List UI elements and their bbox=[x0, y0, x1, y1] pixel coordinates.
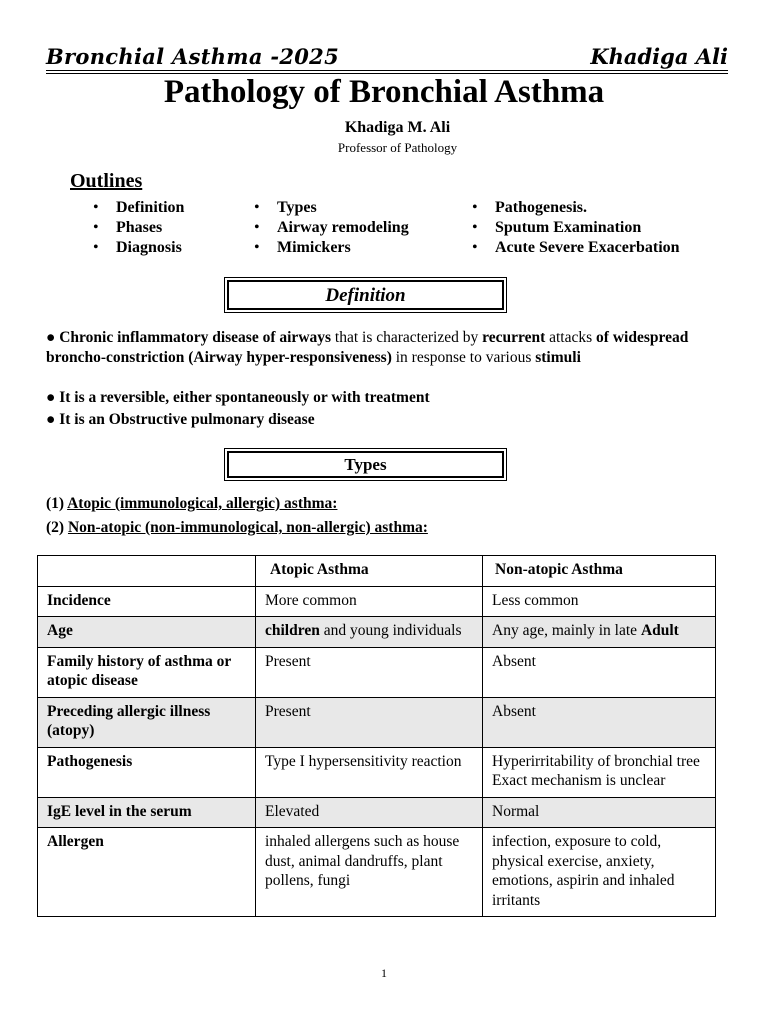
type-label: Atopic (immunological, allergic) asthma: bbox=[67, 495, 338, 512]
header-course: Bronchial Asthma -2025 bbox=[46, 44, 340, 69]
table-row-age bbox=[38, 617, 716, 648]
definition-paragraph bbox=[46, 328, 726, 368]
type-number: (2) bbox=[46, 519, 68, 536]
definition-text-bold: stimuli bbox=[535, 349, 581, 366]
cell-non-atopic bbox=[483, 617, 716, 648]
cell-non-atopic bbox=[483, 747, 716, 797]
cell-non-atopic: infection, exposure to cold, physical exercise, anxiety, emotions, aspirin and inhaled irritants bbox=[483, 828, 716, 917]
outline-item: • Types bbox=[254, 199, 409, 219]
definition-text: in response to various bbox=[391, 349, 536, 366]
table-header-cell: Atopic Asthma bbox=[256, 556, 483, 587]
page-title: Pathology of Bronchial Asthma bbox=[163, 74, 605, 110]
type-number: (1) bbox=[46, 495, 68, 512]
cell-text: Exact mechanism is unclear bbox=[492, 772, 666, 789]
row-label: Pathogenesis bbox=[38, 747, 256, 797]
outline-item: • Pathogenesis. bbox=[472, 199, 680, 219]
asthma-comparison-table bbox=[37, 555, 716, 917]
cell-bold-text: Adult bbox=[640, 622, 679, 639]
cell-non-atopic: Absent bbox=[483, 647, 716, 697]
author-name: Khadiga M. Ali bbox=[344, 119, 451, 136]
table-row-family-history bbox=[38, 647, 716, 697]
types-heading: Types bbox=[227, 451, 504, 478]
cell-non-atopic: Normal bbox=[483, 797, 716, 828]
table-header-row bbox=[38, 556, 716, 587]
author-role: Professor of Pathology bbox=[337, 140, 458, 155]
types-heading-box bbox=[224, 448, 507, 481]
cell-bold-text: children bbox=[265, 622, 320, 639]
cell-atopic: More common bbox=[256, 586, 483, 617]
table-row-preceding-illness bbox=[38, 697, 716, 747]
table-header-cell: Non-atopic Asthma bbox=[483, 556, 716, 587]
type-label: Non-atopic (non-immunological, non-allergic) asthma: bbox=[67, 519, 428, 536]
definition-point-obstructive: ● It is an Obstructive pulmonary disease bbox=[46, 411, 315, 428]
outline-column-1 bbox=[93, 199, 184, 259]
row-label: Age bbox=[38, 617, 256, 648]
cell-atopic: Elevated bbox=[256, 797, 483, 828]
outline-column-2 bbox=[254, 199, 409, 259]
cell-text: Any age, mainly in late bbox=[492, 622, 641, 639]
cell-atopic bbox=[256, 617, 483, 648]
cell-atopic: Type I hypersensitivity reaction bbox=[256, 747, 483, 797]
table-row-incidence bbox=[38, 586, 716, 617]
row-label: Preceding allergic illness (atopy) bbox=[38, 697, 256, 747]
cell-atopic: inhaled allergens such as house dust, animal dandruffs, plant pollens, fungi bbox=[256, 828, 483, 917]
outline-item: • Phases bbox=[93, 219, 184, 239]
cell-atopic: Present bbox=[256, 697, 483, 747]
outline-item: • Acute Severe Exacerbation bbox=[472, 239, 680, 259]
cell-atopic: Present bbox=[256, 647, 483, 697]
cell-non-atopic: Less common bbox=[483, 586, 716, 617]
definition-point-reversible: ● It is a reversible, either spontaneously or with treatment bbox=[46, 389, 430, 406]
definition-text: that is characterized by bbox=[331, 329, 483, 346]
cell-non-atopic: Absent bbox=[483, 697, 716, 747]
row-label: Allergen bbox=[38, 828, 256, 917]
outline-item: • Definition bbox=[93, 199, 184, 219]
definition-heading: Definition bbox=[227, 280, 504, 310]
row-label: Incidence bbox=[38, 586, 256, 617]
definition-text: attacks bbox=[545, 329, 597, 346]
cell-text: Hyperirritability of bronchial tree bbox=[492, 752, 700, 770]
row-label: IgE level in the serum bbox=[38, 797, 256, 828]
definition-heading-box bbox=[224, 277, 507, 313]
header-rule bbox=[46, 70, 728, 71]
definition-text-bold: recurrent bbox=[482, 329, 546, 346]
page-number: 1 bbox=[381, 966, 387, 980]
table-row-pathogenesis bbox=[38, 747, 716, 797]
type-non-atopic bbox=[46, 519, 428, 537]
cell-text: and young individuals bbox=[319, 622, 462, 639]
outline-item: • Airway remodeling bbox=[254, 219, 409, 239]
outline-item: • Diagnosis bbox=[93, 239, 184, 259]
table-row-allergen bbox=[38, 828, 716, 917]
table-header-cell bbox=[38, 556, 256, 587]
header-author: Khadiga Ali bbox=[590, 44, 728, 69]
table-row-ige-level bbox=[38, 797, 716, 828]
running-header bbox=[46, 40, 728, 70]
outline-column-3 bbox=[472, 199, 680, 259]
outlines-heading: Outlines bbox=[70, 170, 143, 192]
outline-item: • Mimickers bbox=[254, 239, 409, 259]
row-label: Family history of asthma or atopic disease bbox=[38, 647, 256, 697]
type-atopic bbox=[46, 495, 337, 513]
outline-item: • Sputum Examination bbox=[472, 219, 680, 239]
definition-term: ● Chronic inflammatory disease of airways bbox=[46, 329, 332, 346]
definition-text-bold: of widespread broncho-constriction (Airway hyper-responsiveness) bbox=[46, 329, 689, 366]
